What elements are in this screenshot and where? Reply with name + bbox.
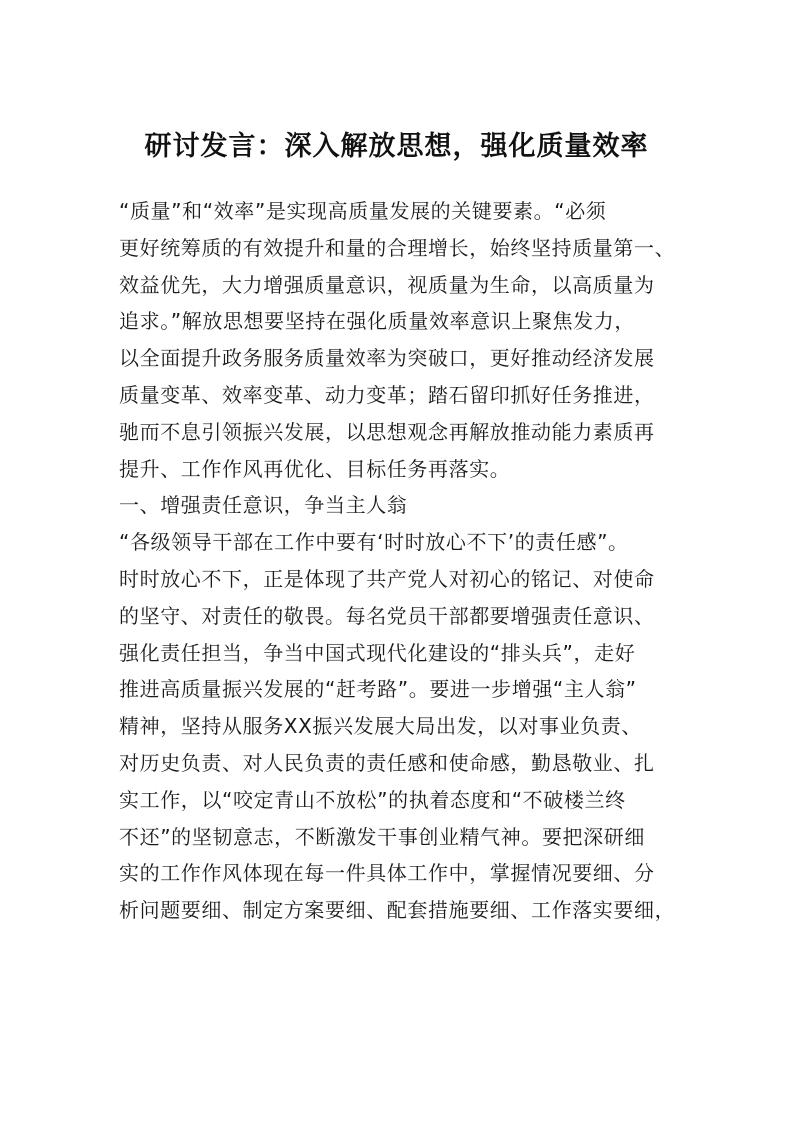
text-line: 质量变革、效率变革、动力变革；踏石留印抓好任务推进， [119,382,655,407]
text-line: 推进高质量振兴发展的“赶考路”。要进一步增强“主人翁” [119,677,637,702]
text-line: 实的工作作风体现在每一件具体工作中，掌握情况要细、分 [119,861,655,886]
text-line: 以全面提升政务服务质量效率为突破口，更好推动经济发展 [119,346,655,371]
text-line: 效益优先，大力增强质量意识，视质量为生命，以高质量为 [119,272,655,297]
section-heading: 一、增强责任意识，争当主人翁 [119,493,408,518]
text-line: 时时放心不下，正是体现了共产党人对初心的铭记、对使命 [119,566,655,591]
text-line: 更好统筹质的有效提升和量的合理增长，始终坚持质量第一、 [119,235,676,260]
text-line: 追求。”解放思想要坚持在强化质量效率意识上聚焦发力， [119,309,635,334]
text-line: 的坚守、对责任的敬畏。每名党员干部都要增强责任意识、 [119,603,655,628]
text-line: “各级领导干部在工作中要有‘时时放心不下’的责任感”。 [119,530,629,555]
text-line: “质量”和“效率”是实现高质量发展的关键要素。“必须 [119,199,607,223]
document-title: 研讨发言：深入解放思想，强化质量效率 [144,131,649,162]
text-line: 对历史负责、对人民负责的责任感和使命感，勤恳敬业、扎 [119,750,655,775]
text-line: 实工作，以“咬定青山不放松”的执着态度和“不破楼兰终 [119,787,626,812]
text-line: 精神，坚持从服务XX振兴发展大局出发，以对事业负责、 [119,714,643,739]
text-line: 提升、工作作风再优化、目标任务再落实。 [119,456,511,481]
text-line: 驰而不息引领振兴发展，以思想观念再解放推动能力素质再 [119,419,655,444]
text-line: 析问题要细、制定方案要细、配套措施要细、工作落实要细， [119,898,676,923]
document-body [119,193,689,929]
text-line: 不还”的坚韧意志，不断激发干事创业精气神。要把深研细 [119,824,645,849]
text-line: 强化责任担当，争当中国式现代化建设的“排头兵”，走好 [119,640,636,665]
